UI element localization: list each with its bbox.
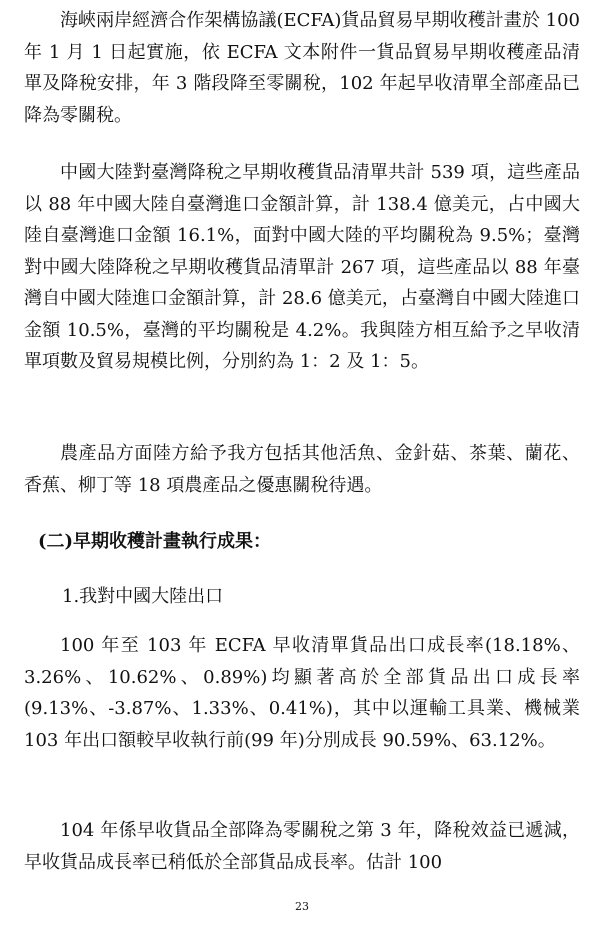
paragraph-agricultural-products: 農產品方面陸方給予我方包括其他活魚、金針菇、茶葉、蘭花、香蕉、柳丁等 18 項農產品之優惠關稅待遇。 [24, 443, 580, 496]
paragraph-tariff-effect: 104 年係早收貨品全部降為零關稅之第 3 年，降稅效益已遞減，早收貨品成長率已稍低於全部貨品成長率。估計 100 [24, 820, 580, 873]
subsection-heading: 1.我對中國大陸出口 [62, 586, 224, 607]
page-number: 23 [295, 900, 309, 913]
section-heading: (二)早期收穫計畫執行成果： [38, 531, 272, 552]
paragraph-export-growth: 100 年至 103 年 ECFA 早收清單貨品出口成長率(18.18%、3.26%、10.62%、0.89%)均顯著高於全部貨品出口成長率(9.13%、-3.87%、1.33%、0.41%)，其中以運輸工具業、機械業 103 年出口額較早收執行前(99 年)分別成長 90.59%、63.12%。 [24, 635, 580, 751]
paragraph-early-harvest-lists: 中國大陸對臺灣降稅之早期收穫貨品清單共計 539 項，這些產品以 88 年中國大陸自臺灣進口金額計算，計 138.4 億美元，占中國大陸自臺灣進口金額 16.1%，面對中國大陸的平均關稅為 9.5%；臺灣對中國大陸降稅之早期收穫貨品清單計 267 項，這些產品以 88 年臺灣自中國大陸進口金額計算，計 28.6 億美元，占臺灣自中國大陸進口金額 10.5%，臺灣的平均關稅是 4.2%。我與陸方相互給予之早收清單項數及貿易規模比例，分別約為 1：2 及 1：5。 [24, 162, 580, 372]
paragraph-ecfa-intro: 海峽兩岸經濟合作架構協議(ECFA)貨品貿易早期收穫計畫於 100 年 1 月 1 日起實施，依 ECFA 文本附件一貨品貿易早期收穫產品清單及降稅安排，年 3 階段降至零關稅，102 年起早收清單全部產品已降為零關稅。 [24, 10, 580, 126]
